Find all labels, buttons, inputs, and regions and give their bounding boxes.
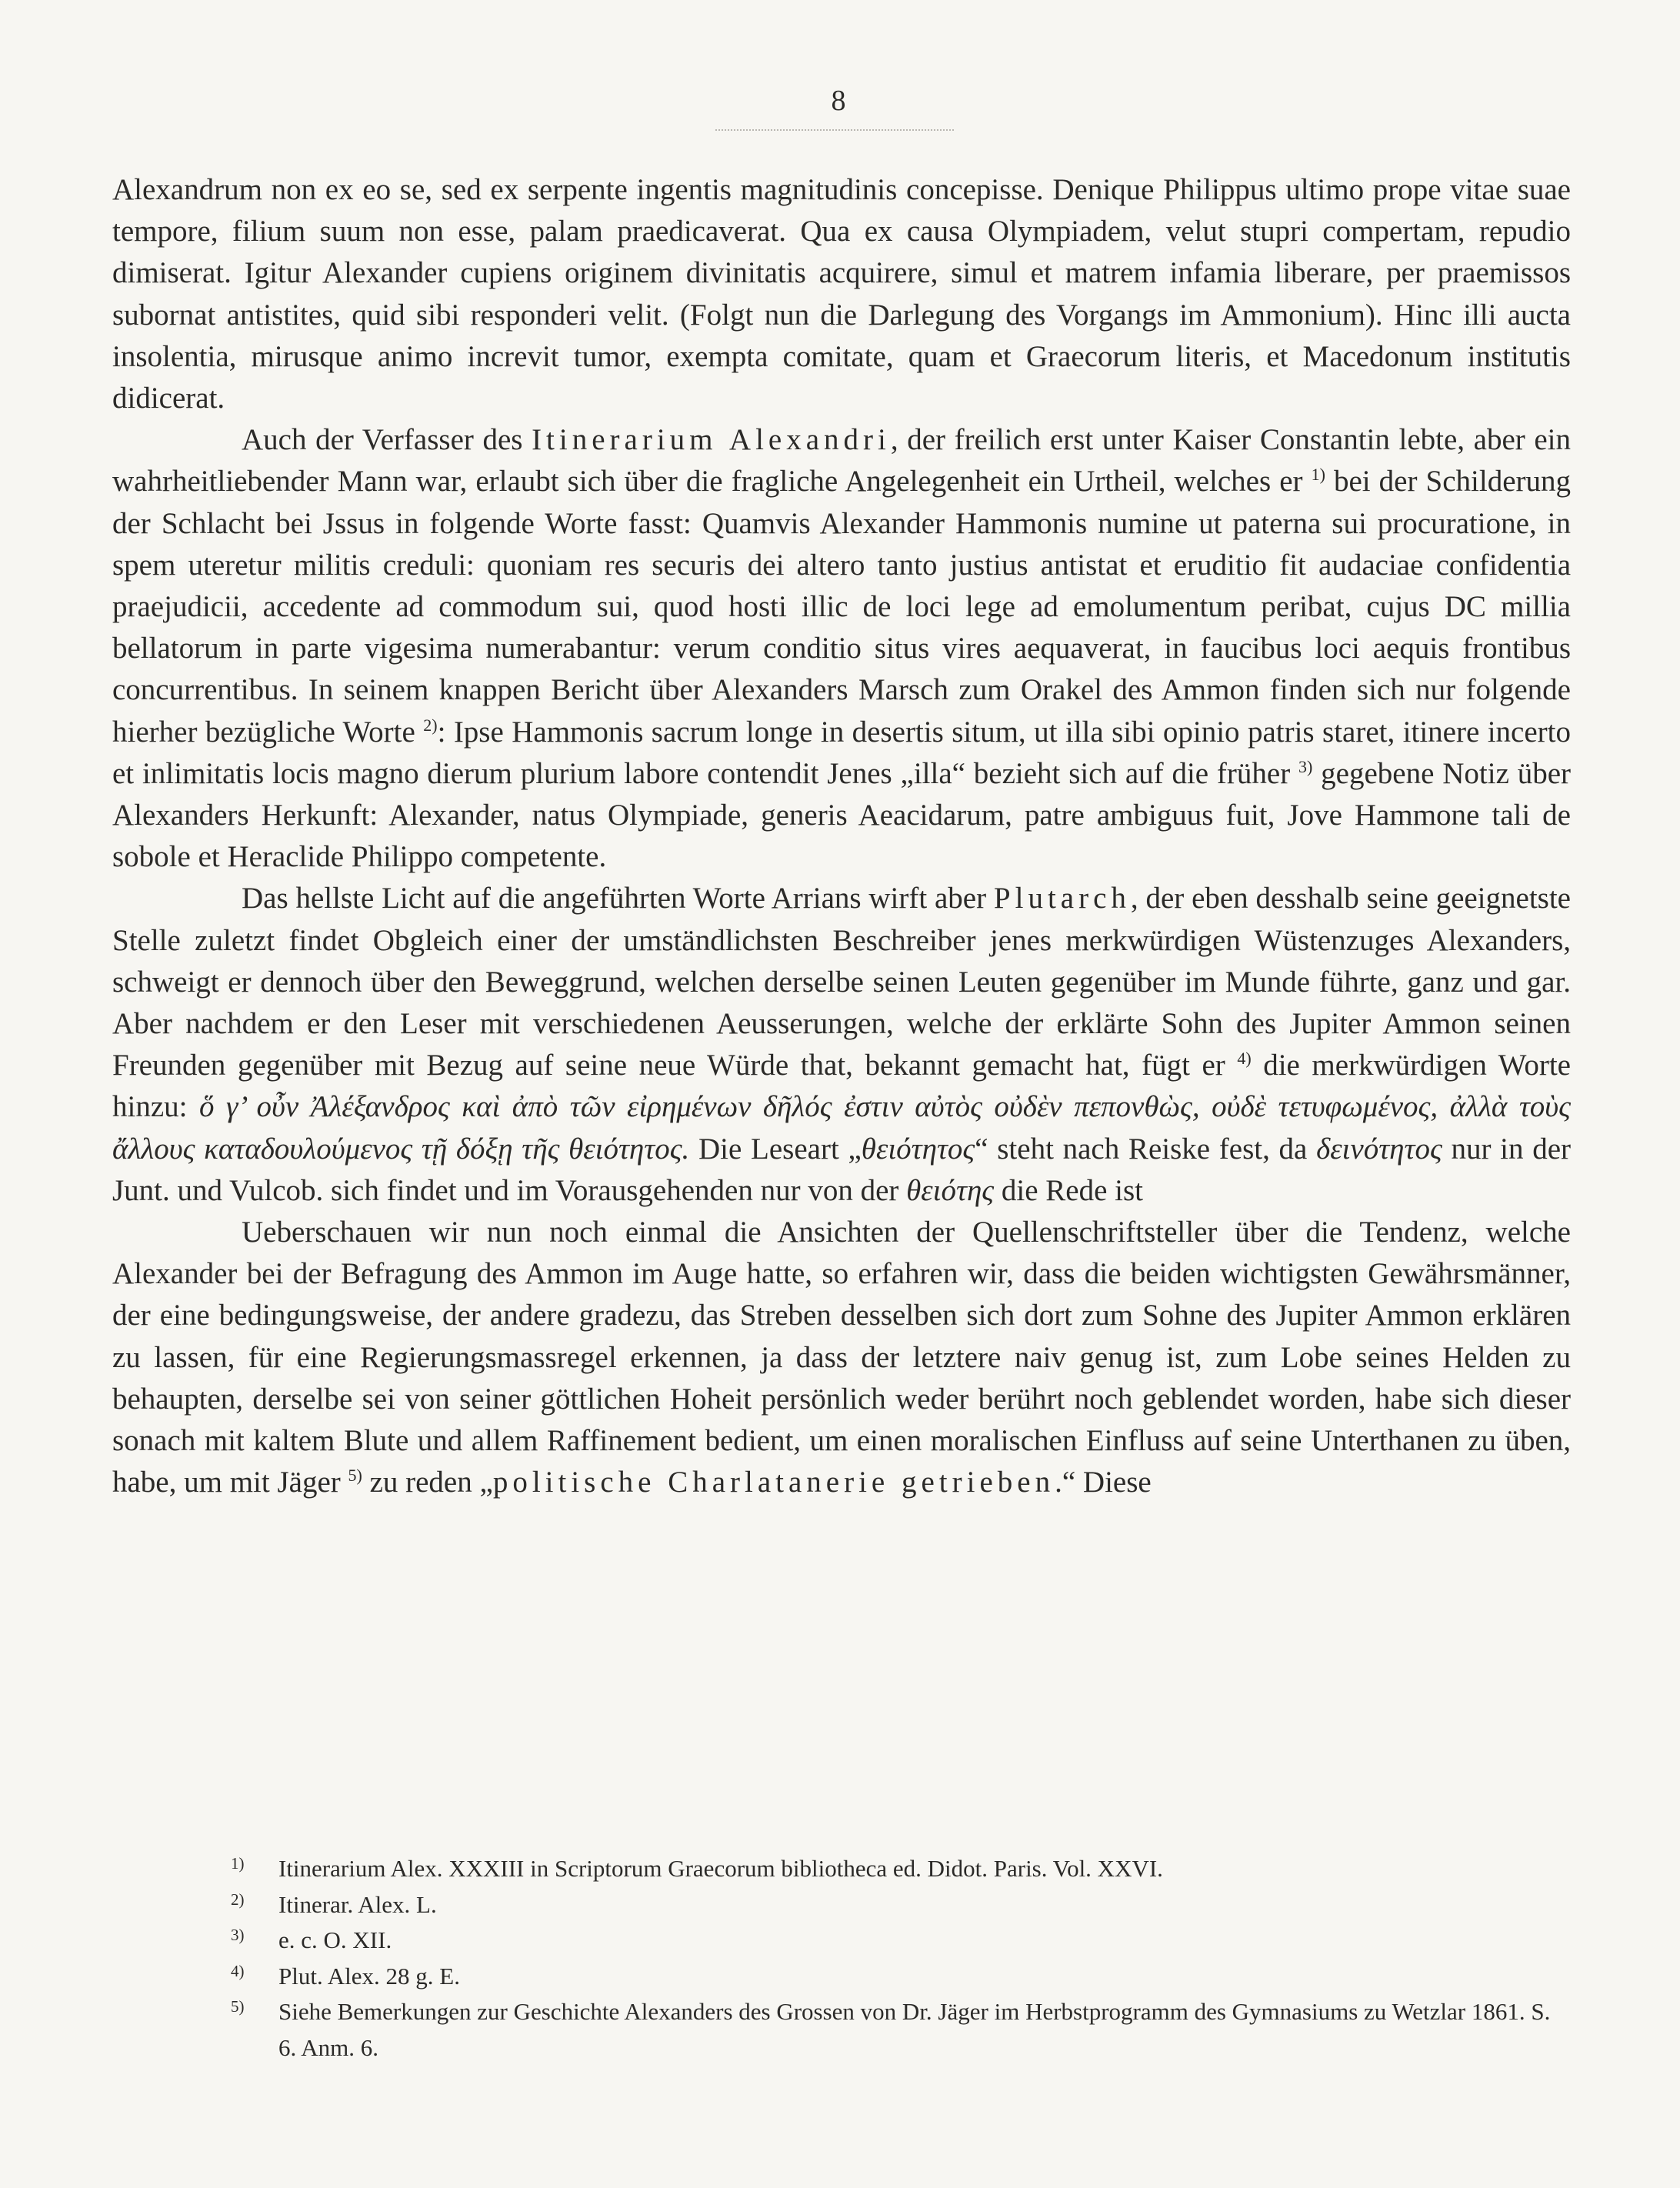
footnote-reference: 4)	[1237, 1049, 1252, 1069]
body-text	[112, 169, 1571, 1504]
paragraph	[112, 169, 1571, 419]
footnote-mark: 1)	[231, 1854, 245, 1873]
text-run: Auch der Verfasser des	[242, 423, 532, 457]
footnotes	[231, 1851, 1571, 2066]
footnote-reference: 3)	[1298, 756, 1313, 776]
paragraph	[112, 1212, 1571, 1503]
text-run: , der eben desshalb seine geeignetste Stelle zuletzt findet Obgleich einer der umständlichsten Beschreiber jenes merkwürdigen Wüstenzuges Alexanders, schweigt er dennoch über den Beweggrund, welchen derselbe seinen Leuten gegenüber im Munde führte, ganz und gar. Aber nachdem er den Leser mit verschiedenen Aeusserungen, welche der erklärte Sohn des Jupiter Ammon seinen Freunden gegenüber mit Bezug auf seine neue Würde that, bekannt gemacht hat, fügt er	[112, 882, 1571, 1082]
footnote-text: Plut. Alex. 28 g. E.	[278, 1962, 460, 1990]
footnote-mark: 2)	[231, 1889, 245, 1909]
emphasized-name: Itinerarium Alexandri	[532, 423, 891, 457]
footnote-mark: 4)	[231, 1961, 245, 1980]
text-run: : Ipse Hammonis sacrum longe in desertis situm, ut illa sibi opinio patris staret, itinere incerto et inlimitatis locis magno dierum plurium labore contendit Jenes „illa“ bezieht sich auf die früher	[112, 715, 1571, 790]
text-run: nur in der Junt. und Vulcob. sich findet und im Vorausgehenden nur von der	[112, 1132, 1572, 1207]
text-run: bei der Schilderung der Schlacht bei Jssus in folgende Worte fasst: Quamvis Alexander Hammonis numine ut paterna sui procuratione, in spem uteretur militis creduli: quoniam res securis dei altero tanto justius antistat et eruditio fit audaciae confidentia praejudicii, accedente ad commodum sui, quod hosti illic de loci lege ad emolumentum peribat, cujus DC millia bellatorum in parte vigesima numerabantur: verum conditio situs vires aequaverat, in faucibus loci aequis frontibus concurrentibus. In seinem knappen Bericht über Alexanders Marsch zum Orakel des Ammon finden sich nur folgende hierher bezügliche Worte	[112, 465, 1571, 749]
page-number: 8	[831, 85, 846, 117]
text-run: .“ Diese	[1055, 1466, 1152, 1499]
footnote	[231, 1994, 1571, 2066]
footnote-text: Siehe Bemerkungen zur Geschichte Alexanders des Grossen von Dr. Jäger im Herbstprogramm des Gymnasiums zu Wetzlar 1861. S. 6. Anm. 6.	[278, 1998, 1551, 2061]
footnote-reference: 1)	[1311, 465, 1325, 485]
footnote	[231, 1887, 1571, 1923]
emphasized-name: Plutarch	[993, 882, 1131, 916]
footnote-mark: 5)	[231, 1997, 245, 2016]
text-run: “ steht nach Reiske fest, da	[975, 1132, 1317, 1166]
text-run: , der freilich erst unter Kaiser Constantin lebte, aber ein wahrheitliebender Mann war, erlaubt sich über die fragliche Angelegenheit ein Urtheil, welches er	[112, 423, 1571, 499]
text-run: Die Leseart „	[689, 1132, 862, 1166]
emphasized-name: politische Charlatanerie getrieben	[492, 1466, 1055, 1499]
text-run: gegebene Notiz über Alexanders Herkunft: Alexander, natus Olympiade, generis Aeacidarum, patre ambiguus fuit, Jove Hammone tali de sobole et Heraclide Philippo competente.	[112, 756, 1572, 874]
greek-quotation: θειότης	[906, 1173, 995, 1207]
greek-quotation: θειότητος	[861, 1132, 975, 1166]
footnote-text: Itinerar. Alex. L.	[278, 1890, 437, 1918]
footnote-reference: 5)	[348, 1466, 362, 1486]
footnote-text: e. c. O. XII.	[278, 1926, 392, 1953]
header-rule	[715, 129, 954, 131]
footnote	[231, 1959, 1571, 1995]
text-run: Alexandrum non ex eo se, sed ex serpente ingentis magnitudinis concepisse. Denique Philippus ultimo prope vitae suae tempore, filium suum non esse, palam praedicaverat. Qua ex causa Olympiadem, velut stupri compertam, repudio dimiserat. Igitur Alexander cupiens originem divinitatis acquirere, simul et matrem infamia liberare, per praemissos subornat antistites, quid sibi responderi velit. (Folgt nun die Darlegung des Vorgangs im Ammonium). Hinc illi aucta insolentia, mirusque animo increvit tumor, exempta comitate, quam et Graecorum literis, et Macedonum institutis didicerat.	[112, 173, 1571, 415]
text-run: Das hellste Licht auf die angeführten Worte Arrians wirft aber	[242, 882, 994, 916]
text-run: Ueberschauen wir nun noch einmal die Ansichten der Quellenschriftsteller über die Tendenz, welche Alexander bei der Befragung des Ammon im Auge hatte, so erfahren wir, dass die beiden wichtigsten Gewährsmänner, der eine bedingungsweise, der andere gradezu, das Streben desselben sich dort zum Sohne des Jupiter Ammon erklären zu lassen, für eine Regierungsmassregel erkennen, ja dass der letztere naiv genug ist, zum Lobe seines Helden zu behaupten, derselbe sei von seiner göttlichen Hoheit persönlich weder berührt noch geblendet worden, habe sich dieser sonach mit kaltem Blute und allem Raffinement bedient, um einen moralischen Einfluss auf seine Unterthanen zu üben, habe, um mit Jäger	[112, 1216, 1571, 1499]
footnote-reference: 2)	[423, 715, 438, 735]
greek-quotation: δεινότητος	[1316, 1132, 1442, 1166]
footnote-text: Itinerarium Alex. XXXIII in Scriptorum Graecorum bibliotheca ed. Didot. Paris. Vol. XXVI.	[278, 1855, 1163, 1882]
footnote	[231, 1851, 1571, 1887]
greek-quotation: ὅ γ’ οὖν Ἀλέξανδρος καὶ ἀπὸ τῶν εἰρημένων δῆλός ἐστιν αὐτὸς οὐδὲν πεπονθὼς, οὐδὲ τετυφωμένος, ἀλλὰ τοὺς ἄλλους καταδουλούμενος τῇ δόξῃ τῆς θειότητος.	[112, 1090, 1571, 1166]
footnote	[231, 1923, 1571, 1959]
footnote-mark: 3)	[231, 1926, 245, 1944]
text-run: zu reden „	[362, 1466, 493, 1499]
text-run: die Rede ist	[994, 1173, 1144, 1207]
paragraph	[112, 878, 1571, 1212]
text-run: die merkwürdigen Worte hinzu:	[112, 1049, 1571, 1124]
paragraph	[112, 419, 1571, 878]
